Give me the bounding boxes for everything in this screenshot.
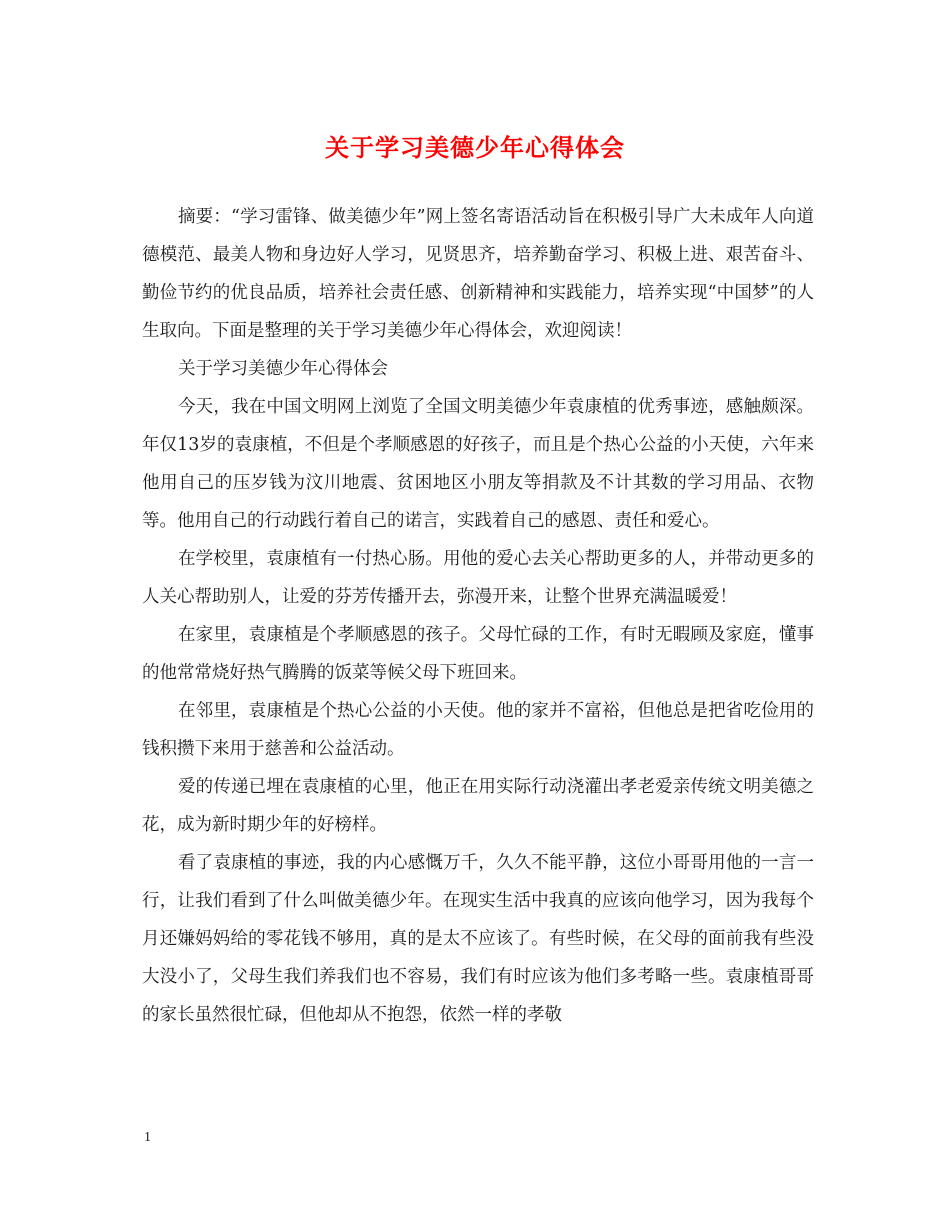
paragraph: 今天，我在中国文明网上浏览了全国文明美德少年袁康植的优秀事迹，感触颇深。年仅13岁的袁康植，不但是个孝顺感恩的好孩子，而且是个热心公益的小天使，六年来他用自己的压岁钱为汶川地震、贫困地区小朋友等捐款及不计其数的学习用品、衣物等。他用自己的行动践行着自己的诺言，实践着自己的感恩、责任和爱心。: [142, 397, 814, 531]
document-body: [142, 198, 814, 1034]
paragraph: 在家里，袁康植是个孝顺感恩的孩子。父母忙碌的工作，有时无暇顾及家庭，懂事的他常常烧好热气腾腾的饭菜等候父母下班回来。: [142, 625, 814, 683]
paragraph: 在学校里，袁康植有一付热心肠。用他的爱心去关心帮助更多的人，并带动更多的人关心帮助别人，让爱的芬芳传播开去，弥漫开来，让整个世界充满温暖爱！: [142, 549, 814, 607]
page-number: 1: [144, 1130, 151, 1145]
paragraph: 在邻里，袁康植是个热心公益的小天使。他的家并不富裕，但他总是把省吃俭用的钱积攒下来用于慈善和公益活动。: [142, 701, 814, 759]
paragraph-abstract: 摘要：“学习雷锋、做美德少年”网上签名寄语活动旨在积极引导广大未成年人向道德模范、最美人物和身边好人学习，见贤思齐，培养勤奋学习、积极上进、艰苦奋斗、勤俭节约的优良品质，培养社会责任感、创新精神和实践能力，培养实现“中国梦”的人生取向。下面是整理的关于学习美德少年心得体会，欢迎阅读！: [142, 207, 814, 341]
document-title: 关于学习美德少年心得体会: [325, 134, 625, 162]
paragraph: 看了袁康植的事迹，我的内心感慨万千，久久不能平静，这位小哥哥用他的一言一行，让我们看到了什么叫做美德少年。在现实生活中我真的应该向他学习，因为我每个月还嫌妈妈给的零花钱不够用，真的是太不应该了。有些时候，在父母的面前我有些没大没小了，父母生我们养我们也不容易，我们有时应该为他们多考略一些。袁康植哥哥的家长虽然很忙碌，但他却从不抱怨，依然一样的孝敬: [142, 853, 814, 1025]
paragraph-subtitle: 关于学习美德少年心得体会: [178, 359, 388, 379]
paragraph: 爱的传递已埋在袁康植的心里，他正在用实际行动浇灌出孝老爱亲传统文明美德之花，成为新时期少年的好榜样。: [142, 777, 814, 835]
